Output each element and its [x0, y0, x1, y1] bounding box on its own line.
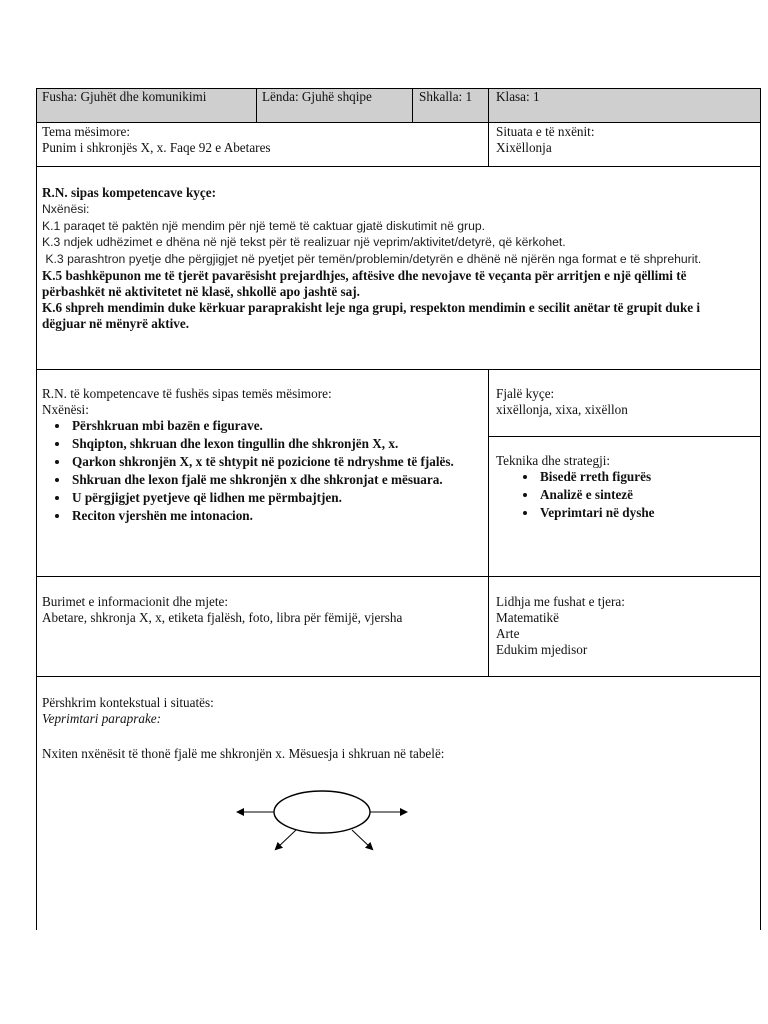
rn-kyce-line: K.1 paraqet të paktën një mendim për një temë të caktuar gjatë diskutimit në grup. [42, 218, 486, 233]
word-web-center [274, 791, 370, 833]
grid-line [488, 88, 489, 166]
rn-kyce-cell [42, 185, 732, 332]
rn-kyce-line: Nxënësi: [42, 202, 90, 216]
rn-kyce-title: R.N. sipas kompetencave kyçe: [42, 185, 216, 200]
grid-line [36, 369, 760, 370]
grid-line [256, 88, 257, 122]
rn-kyce-bold-line: K.6 shpreh mendimin duke kërkuar paraprakisht leje nga grupi, respekton mendimin e secilit anëtar të grupit duke i dëgjuar në mënyrë aktive. [42, 300, 701, 331]
rn-fushes-list [42, 418, 480, 524]
burimet-label: Burimet e informacionit dhe mjete: [42, 594, 229, 609]
rn-fushes-sub: Nxënësi: [42, 402, 89, 417]
list-item: • Veprimtari në dyshe [538, 505, 756, 521]
fusha-text: Fusha: Gjuhët dhe komunikimi [42, 89, 207, 104]
list-item: • Analizë e sintezë [538, 487, 756, 503]
pershkrim-subtitle: Veprimtari paraprake: [42, 711, 162, 726]
tema-label: Tema mësimore: [42, 124, 131, 139]
situata-value: Xixëllonja [496, 140, 552, 155]
situata-label: Situata e të nxënit: [496, 124, 595, 139]
situata-cell [496, 124, 756, 156]
rn-kyce-line: K.3 ndjek udhëzimet e dhëna në një tekst për të realizuar një veprim/aktivitet/detyrë, që kërkohet. [42, 235, 566, 249]
rn-fushes-title: R.N. të kompetencave të fushës sipas temës mësimore: [42, 386, 332, 401]
grid-line [36, 88, 37, 930]
lidhja-cell [496, 594, 756, 658]
header-fusha [42, 89, 252, 105]
pershkrim-text: Nxiten nxënësit të thonë fjalë me shkronjën x. Mësuesja i shkruan në tabelë: [42, 746, 445, 761]
grid-line [36, 576, 760, 577]
fjale-kyce-label: Fjalë kyçe: [496, 386, 555, 401]
teknika-label: Teknika dhe strategji: [496, 453, 611, 468]
list-item: • Përshkruan mbi bazën e figurave. [70, 418, 480, 434]
burimet-cell [42, 594, 472, 626]
list-item: • Shqipton, shkruan dhe lexon tingullin dhe shkronjën X, x. [70, 436, 480, 452]
list-item: • U përgjigjet pyetjeve që lidhen me përmbajtjen. [70, 490, 480, 506]
header-lenda [262, 89, 410, 105]
pershkrim-title: Përshkrim kontekstual i situatës: [42, 695, 214, 710]
word-web-arrow [276, 830, 296, 849]
grid-line [36, 166, 760, 167]
fjale-kyce-cell [496, 386, 756, 418]
lidhja-label: Lidhja me fushat e tjera: [496, 594, 625, 609]
lidhja-item: Arte [496, 626, 520, 641]
pershkrim-cell [42, 695, 742, 762]
klasa-text: Klasa: 1 [496, 89, 540, 104]
rn-fushes-cell [42, 386, 482, 526]
list-item: • Qarkon shkronjën X, x të shtypit në pozicione të ndryshme të fjalës. [70, 454, 480, 470]
rn-kyce-line: K.3 parashtron pyetje dhe përgjigjet në pyetjet për temën/problemin/detyrën e dhënë në njërën nga format e të shprehurit. [42, 251, 702, 266]
teknika-cell [496, 453, 756, 523]
grid-line [36, 676, 760, 677]
teknika-list [496, 469, 756, 521]
fjale-kyce-value: xixëllonja, xixa, xixëllon [496, 402, 628, 417]
grid-line [488, 369, 489, 676]
rn-kyce-bold-line: K.5 bashkëpunon me të tjerët pavarësisht prejardhjes, aftësive dhe nevojave të veçanta për arritjen e një qëllimi të përbashkët në aktivitetet në klasë, shkollë apo jashtë saj. [42, 268, 687, 299]
list-item: • Reciton vjershën me intonacion. [70, 508, 480, 524]
burimet-value: Abetare, shkronja X, x, etiketa fjalësh, foto, libra për fëmijë, vjersha [42, 610, 403, 625]
shkalla-text: Shkalla: 1 [419, 89, 473, 104]
lidhja-item: Matematikë [496, 610, 559, 625]
list-item: • Bisedë rreth figurës [538, 469, 756, 485]
grid-line [412, 88, 413, 122]
tema-cell [42, 124, 482, 156]
header-shkalla [419, 89, 485, 105]
grid-line [760, 88, 761, 930]
grid-line [488, 436, 760, 437]
lidhja-item: Edukim mjedisor [496, 642, 588, 657]
header-klasa [496, 89, 756, 105]
lenda-text: Lënda: Gjuhë shqipe [262, 89, 372, 104]
list-item: • Shkruan dhe lexon fjalë me shkronjën x dhe shkronjat e mësuara. [70, 472, 480, 488]
grid-line [36, 122, 760, 123]
tema-value: Punim i shkronjës X, x. Faqe 92 e Abetares [42, 140, 271, 155]
word-web-arrow [352, 830, 372, 849]
